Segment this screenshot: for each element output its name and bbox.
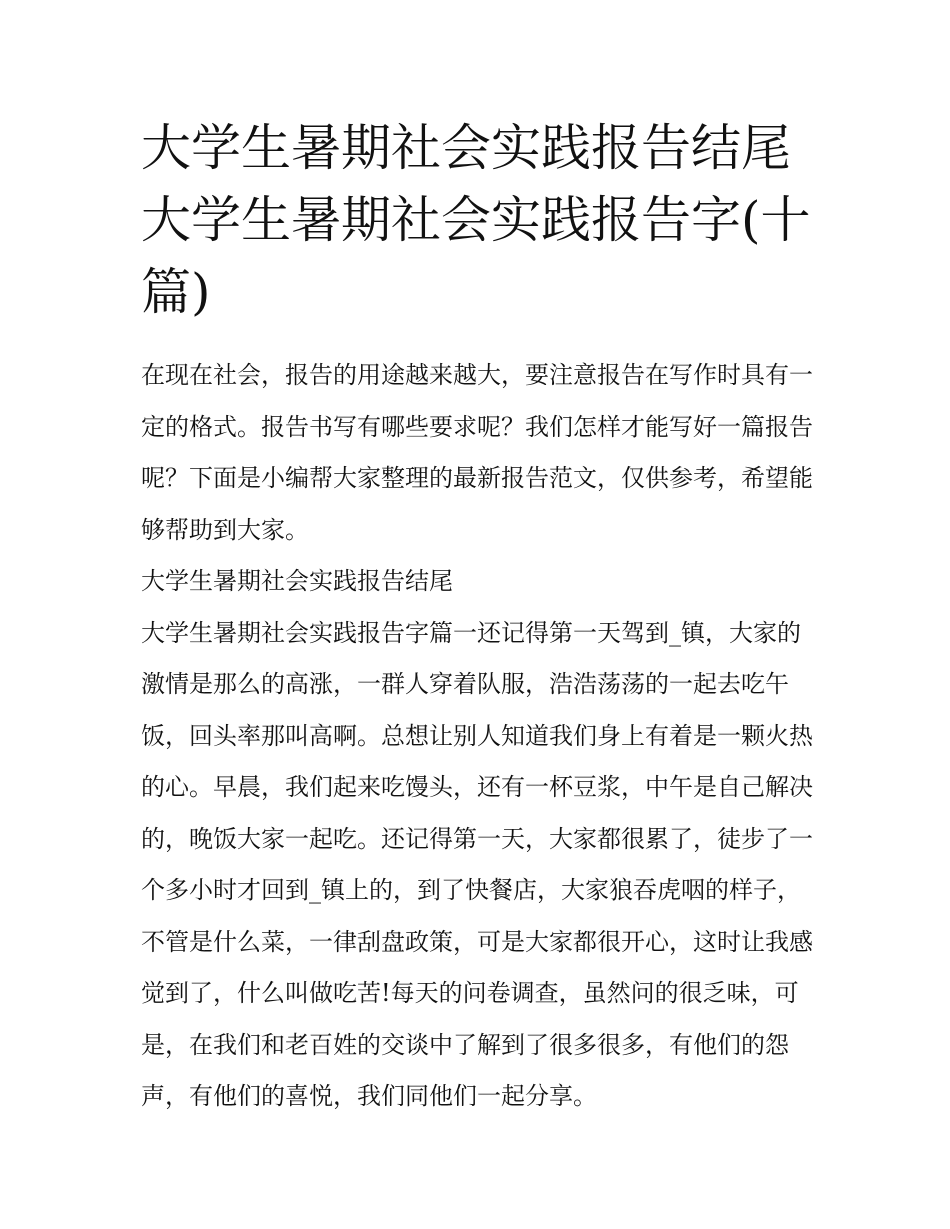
document-content: [141, 112, 813, 1123]
document-body: [141, 350, 813, 1123]
section-heading: 大学生暑期社会实践报告结尾: [141, 567, 453, 595]
document-title: 大学生暑期社会实践报告结尾大学生暑期社会实践报告字(十篇): [141, 119, 811, 321]
body-paragraph: 大学生暑期社会实践报告字篇一还记得第一天驾到_镇，大家的激情是那么的高涨，一群人穿着队服，浩浩荡荡的一起去吃午饭，回头率那叫高啊。总想让别人知道我们身上有着是一颗火热的心。早晨，我们起来吃馒头，还有一杯豆浆，中午是自己解决的，晚饭大家一起吃。还记得第一天，大家都很累了，徒步了一个多小时才回到_镇上的，到了快餐店，大家狼吞虎咽的样子，不管是什么菜，一律刮盘政策，可是大家都很开心，这时让我感觉到了，什么叫做吃苦!每天的问卷调查，虽然问的很乏味，可是，在我们和老百姓的交谈中了解到了很多很多，有他们的怨声，有他们的喜悦，我们同他们一起分享。: [141, 618, 813, 1110]
intro-paragraph: 在现在社会，报告的用途越来越大，要注意报告在写作时具有一定的格式。报告书写有哪些要求呢？我们怎样才能写好一篇报告呢？下面是小编帮大家整理的最新报告范文，仅供参考，希望能够帮助到大家。: [141, 361, 813, 544]
